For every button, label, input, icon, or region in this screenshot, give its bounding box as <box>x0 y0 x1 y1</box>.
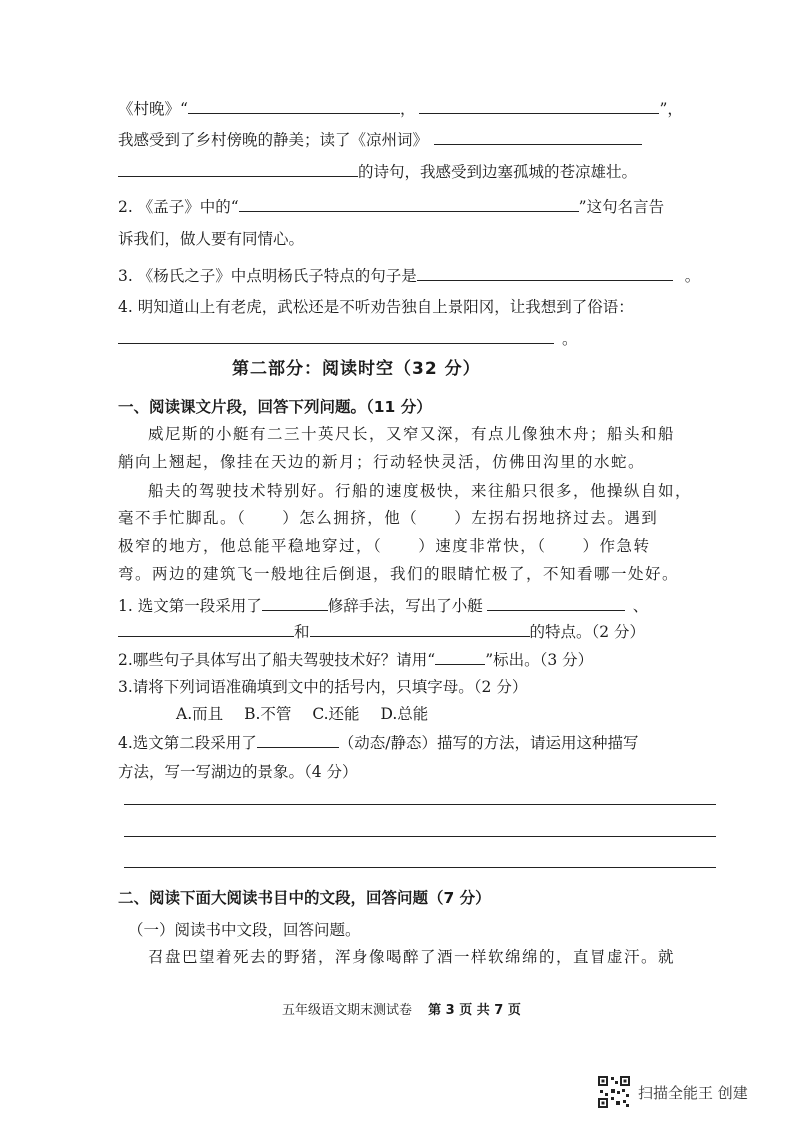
s1-question-2 <box>118 648 593 671</box>
text: 的特点。（2 分） <box>529 623 646 641</box>
answer-blank[interactable] <box>118 327 554 344</box>
question-3 <box>118 264 700 287</box>
text: 极窄的地方，他总能平稳地穿过，（ <box>118 537 383 555</box>
option-c: C.还能 <box>312 705 360 723</box>
text: 。 <box>684 267 701 285</box>
section2-sub: （一）阅读书中文段，回答问题。 <box>128 921 361 939</box>
text: ”这句名言告 <box>578 198 665 216</box>
section2-heading: 二、阅读下面大阅读书目中的文段，回答问题（7 分） <box>118 889 491 907</box>
text: 2.哪些句子具体写出了船夫驾驶技术好？请用“ <box>118 651 436 669</box>
text: 毫不手忙脚乱。（ <box>118 509 247 527</box>
text: 我感受到了乡村傍晚的静美；读了《凉州词》 <box>118 131 429 149</box>
option-d: D.总能 <box>380 705 429 723</box>
text: 、 <box>632 597 649 615</box>
text: 的诗句，我感受到边塞孤城的苍凉雄壮。 <box>358 163 638 181</box>
passage-line <box>118 535 651 557</box>
text: 和 <box>294 623 310 641</box>
text: 1. 选文第一段采用了 <box>118 597 262 615</box>
s1-question-4 <box>118 731 639 754</box>
answer-line[interactable] <box>124 836 716 837</box>
text: （动态/静态）描写的方法，请运用这种描写 <box>338 734 639 752</box>
section1-heading: 一、阅读课文片段，回答下列问题。（11 分） <box>118 398 432 416</box>
passage-line <box>118 507 658 529</box>
text: ”， <box>659 100 683 118</box>
s1-question-3: 3.请将下列词语准确填到文中的括号内，只填字母。（2 分） <box>118 678 528 696</box>
text: 3. 《杨氏之子》中点明杨氏子特点的句子是 <box>118 267 417 285</box>
exam-title: 五年级语文期末测试卷 <box>282 1003 413 1018</box>
passage-line: 威尼斯的小艇有二三十英尺长，又窄又深，有点儿像独木舟；船头和船 <box>148 425 676 443</box>
s1-question-1-cont <box>118 620 645 643</box>
answer-blank[interactable] <box>118 620 294 637</box>
s1-question-1 <box>118 594 648 617</box>
text: ）左拐右拐地挤过去。遇到 <box>454 509 659 527</box>
s1-question-4-cont: 方法，写一写湖边的景象。（4 分） <box>118 763 358 781</box>
option-a: A.而且 <box>176 705 224 723</box>
answer-blank[interactable] <box>262 594 328 611</box>
text: ”标出。（3 分） <box>485 651 594 669</box>
question-4-cont <box>118 327 578 350</box>
answer-blank[interactable] <box>188 97 400 114</box>
answer-line[interactable] <box>124 867 716 868</box>
answer-blank[interactable] <box>417 264 673 281</box>
part1-line1 <box>118 97 683 120</box>
answer-blank[interactable] <box>310 620 530 637</box>
text: 修辞手法，写出了小艇 <box>327 597 483 615</box>
text: ， <box>399 100 416 118</box>
page-number: 第 3 页 共 7 页 <box>428 1003 521 1018</box>
question-4: 4. 明知道山上有老虎，武松还是不听劝告独自上景阳冈，让我想到了俗语： <box>118 298 634 316</box>
part1-line2 <box>118 128 642 151</box>
text: 4.选文第二段采用了 <box>118 734 257 752</box>
scanner-watermark: 扫描全能王 创建 <box>638 1084 748 1102</box>
options-row <box>176 703 428 725</box>
answer-blank[interactable] <box>435 648 485 665</box>
answer-blank[interactable] <box>487 594 625 611</box>
answer-blank[interactable] <box>434 128 642 145</box>
part2-title: 第二部分：阅读时空（32 分） <box>232 359 481 379</box>
passage-line: 艄向上翘起，像挂在天边的新月；行动轻快灵活，仿佛田沟里的水蛇。 <box>118 453 646 471</box>
text: ）怎么拥挤，他（ <box>282 509 419 527</box>
footer <box>282 999 521 1018</box>
text: ）速度非常快，（ <box>418 537 547 555</box>
passage-line: 弯。两边的建筑飞一般地往后倒退，我们的眼睛忙极了，不知看哪一处好。 <box>118 565 680 583</box>
option-b: B.不管 <box>244 705 292 723</box>
text: ）作急转 <box>582 537 651 555</box>
answer-blank[interactable] <box>419 97 659 114</box>
answer-blank[interactable] <box>257 731 339 748</box>
question-2-cont: 诉我们，做人要有同情心。 <box>118 230 305 248</box>
question-2 <box>118 195 664 218</box>
text: 2. 《孟子》中的“ <box>118 198 239 216</box>
text: 。 <box>562 330 578 348</box>
passage-line: 召盘巴望着死去的野猪，浑身像喝醉了酒一样软绵绵的，直冒虚汗。就 <box>148 948 676 966</box>
answer-line[interactable] <box>124 804 716 805</box>
passage-line: 船夫的驾驶技术特别好。行船的速度极快，来往船只很多，他操纵自如， <box>148 482 693 500</box>
text: 《村晚》“ <box>118 100 188 118</box>
answer-blank[interactable] <box>118 160 358 177</box>
answer-blank[interactable] <box>239 195 579 212</box>
part1-line3 <box>118 160 637 183</box>
qr-code-icon <box>597 1075 631 1109</box>
